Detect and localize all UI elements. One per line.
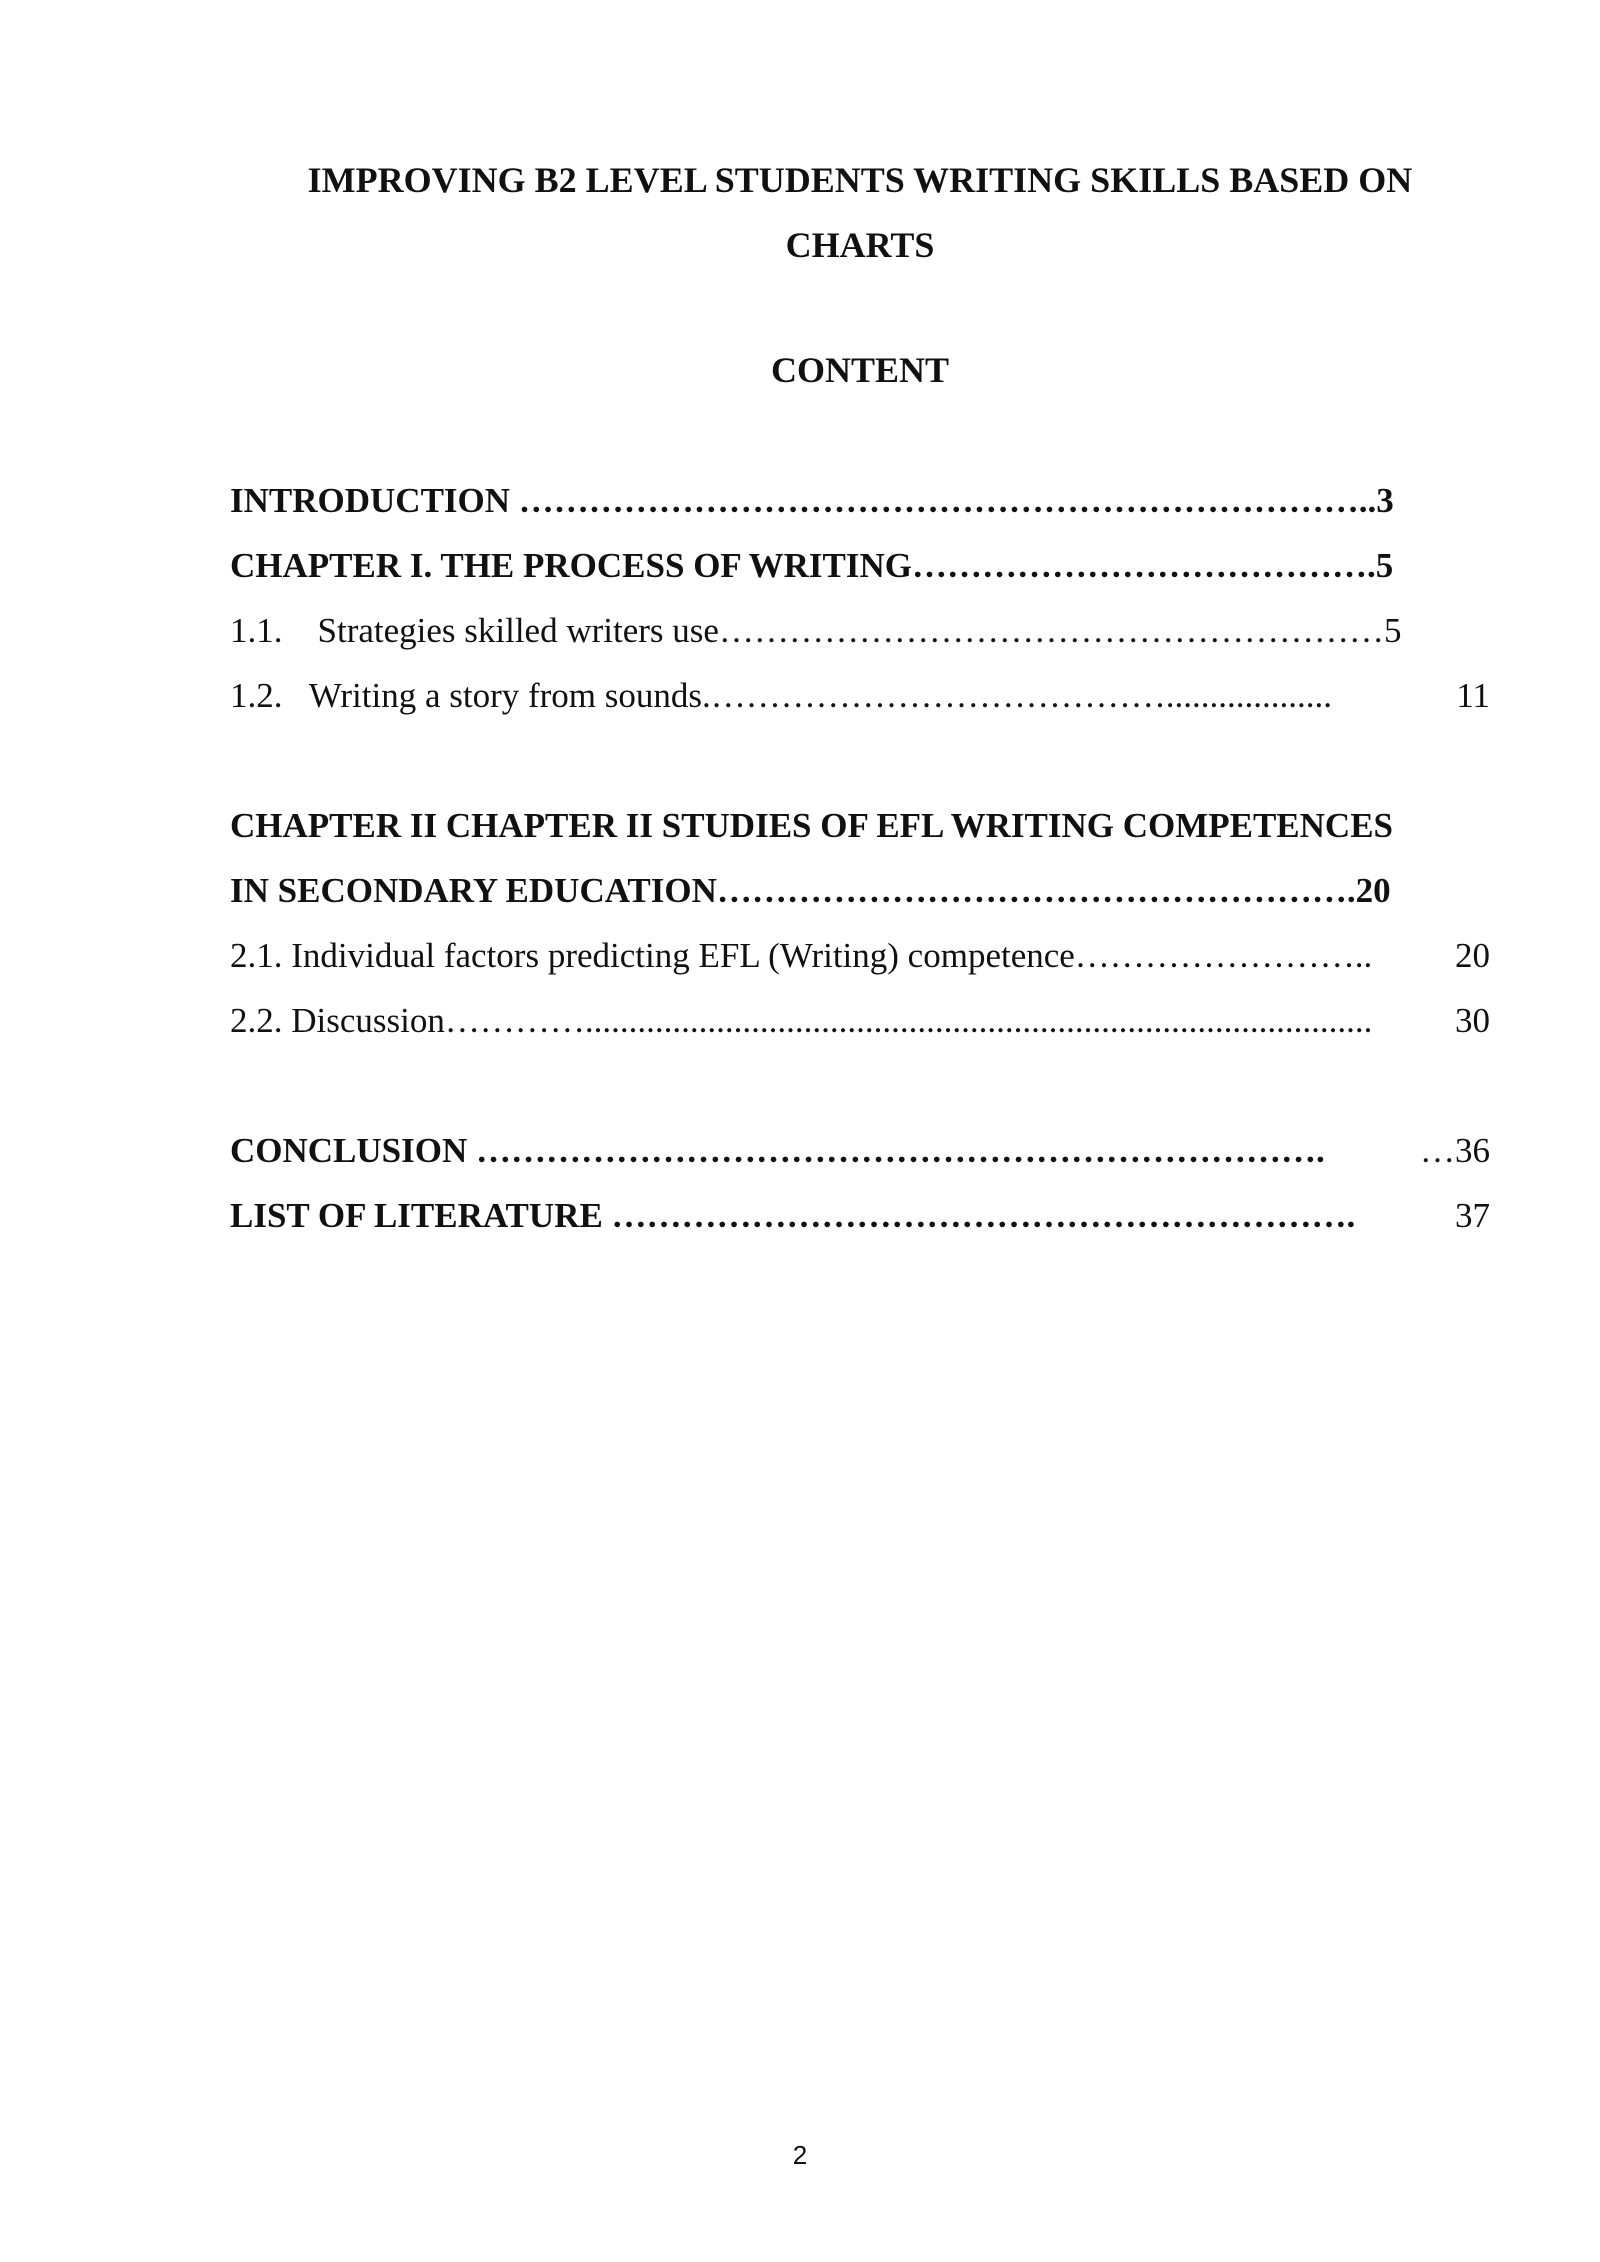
toc-entry-label: 2.2. Discussion………….......................................................................................... <box>230 1001 1373 1040</box>
page-number: 2 <box>792 2140 808 2170</box>
title-line-2: CHARTS <box>785 225 935 265</box>
document-title <box>230 148 1490 278</box>
toc-entry-page: 30 <box>1455 1001 1490 1040</box>
toc-entry-page: …36 <box>1420 1131 1490 1170</box>
toc-entry-label: 2.1. Individual factors predicting EFL (Writing) competence…………………….. <box>230 936 1373 975</box>
toc-entry-label: CHAPTER II CHAPTER II STUDIES OF EFL WRITING COMPETENCES <box>230 806 1393 845</box>
toc-entry-page: 37 <box>1455 1196 1490 1235</box>
toc-entry-chapter-2-line-2 <box>230 858 1490 923</box>
toc-entry-1-2 <box>230 663 1490 728</box>
toc-entry-label: CONCLUSION ………………………………………………………………. <box>230 1131 1325 1170</box>
toc-entry-introduction <box>230 468 1490 533</box>
toc-entry-page: 11 <box>1456 676 1490 715</box>
toc-entry-label: CHAPTER I. THE PROCESS OF WRITING………………………………….5 <box>230 546 1394 585</box>
toc-entry-chapter-1 <box>230 533 1490 598</box>
toc-entry-label: 1.2. Writing a story from sounds.…………………………………................... <box>230 676 1333 715</box>
toc-entry-page: 20 <box>1455 936 1490 975</box>
toc-entry-chapter-2-line-1 <box>230 793 1490 858</box>
toc-entry-1-1 <box>230 598 1490 663</box>
toc-entry-label: LIST OF LITERATURE ………………………………………………………. <box>230 1196 1356 1235</box>
toc-entry-label: IN SECONDARY EDUCATION……………………………………………….20 <box>230 871 1391 910</box>
toc-entry-conclusion <box>230 1118 1490 1183</box>
title-line-1: IMPROVING B2 LEVEL STUDENTS WRITING SKILLS BASED ON <box>307 160 1413 200</box>
content-heading: CONTENT <box>770 350 950 390</box>
toc-entry-list-of-literature <box>230 1183 1490 1248</box>
toc-entry-label: INTRODUCTION ………………………………………………………………..3 <box>230 481 1394 520</box>
toc-entry-2-1 <box>230 923 1490 988</box>
toc-entry-2-2 <box>230 988 1490 1053</box>
toc-entry-label: 1.1. Strategies skilled writers use…………………………………………………5 <box>230 611 1402 650</box>
